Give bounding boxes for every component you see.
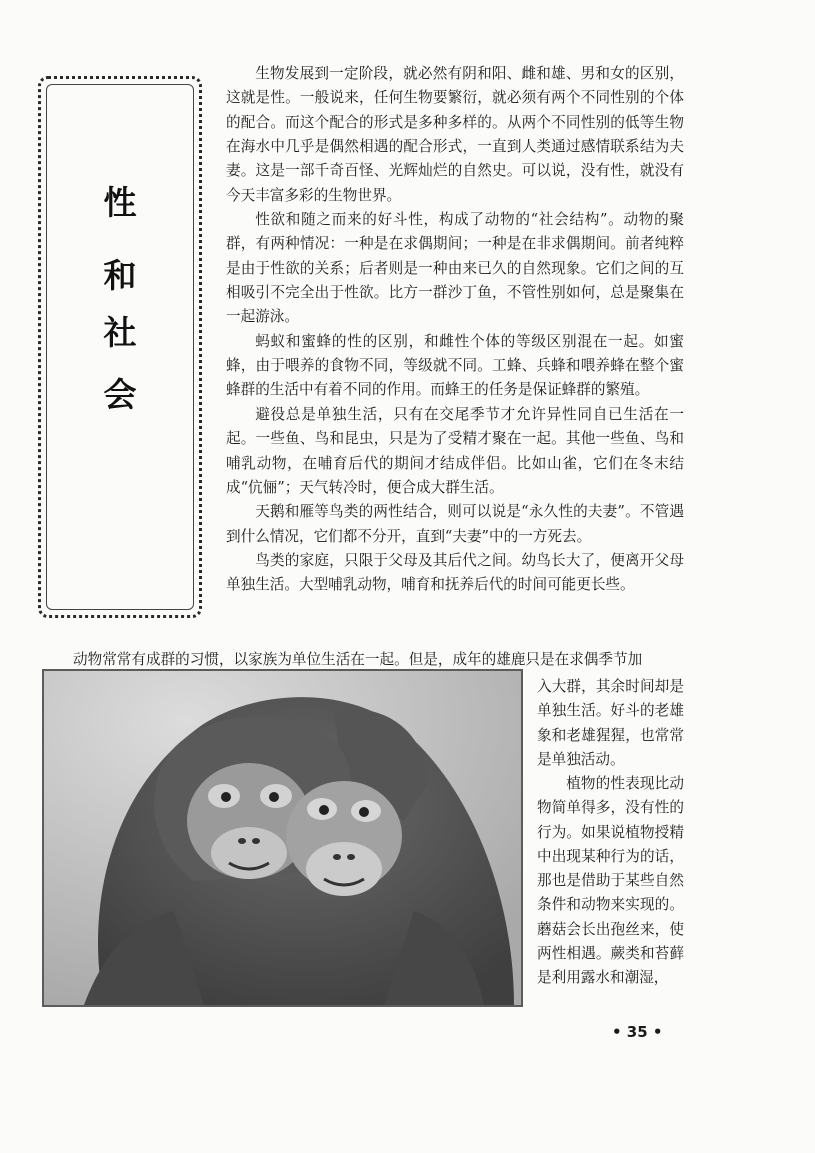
paragraph: 生物发展到一定阶段，就必然有阴和阳、雌和雄、男和女的区别，这就是性。一般说来，任何生物要繁衍，就必须有两个不同性别的个体的配合。而这个配合的形式是多种多样的。从两个不同性别的低等生物在海水中几乎是偶然相遇的配合形式，一直到人类通过感情联系结为夫妻。这是一部千奇百怪、光辉灿烂的自然史。可以说，没有性，就没有今天丰富多彩的生物世界。 — [226, 65, 684, 204]
paragraph: 入大群，其余时间却是单独生活。好斗的老雄象和老雄猩猩，也常常是单独活动。 — [537, 678, 684, 768]
paragraph: 避役总是单独生活，只有在交尾季节才允许异性同自已生活在一起。一些鱼、鸟和昆虫，只是为了受精才聚在一起。其他一些鱼、鸟和哺乳动物，在哺育后代的期间才结成伴侣。比如山雀，它们在冬末结成“伉俪”；天气转冷时，便合成大群生活。 — [226, 405, 684, 496]
title-char-1: 性 — [103, 183, 137, 222]
paragraph: 天鹅和雁等鸟类的两性结合，则可以说是“永久性的夫妻”。不管遇到什么情况，它们都不分开，直到“夫妻”中的一方死去。 — [226, 503, 684, 545]
full-width-text-line: 动物常常有成群的习惯，以家族为单位生活在一起。但是，成年的雄鹿只是在求偶季节加 — [73, 651, 643, 668]
orangutan-photo — [42, 669, 523, 1007]
paragraph: 蚂蚁和蜜蜂的性的区别，和雌性个体的等级区别混在一起。如蜜蜂，由于喂养的食物不同，等级就不同。工蜂、兵蜂和喂养蜂在整个蜜蜂群的生活中有着不同的作用。而蜂王的任务是保证蜂群的繁殖。 — [226, 332, 684, 399]
main-text-column — [226, 62, 684, 598]
title-char-2: 和 — [103, 256, 137, 295]
paragraph: 植物的性表现比动物简单得多，没有性的行为。如果说植物授精中出现某种行为的话，那也是借助于某些自然条件和动物来实现的。蘑菇会长出孢丝来，使两性相遇。蕨类和苔藓是利用露水和潮湿， — [537, 775, 684, 986]
orangutan-illustration — [44, 671, 521, 1005]
title-char-4: 会 — [103, 375, 137, 414]
title-frame — [38, 76, 202, 618]
page-number: • 35 • — [612, 1023, 663, 1041]
side-text-column — [537, 675, 684, 990]
paragraph: 性欲和随之而来的好斗性，构成了动物的“社会结构”。动物的聚群，有两种情况：一种是在求偶期间；一种是在非求偶期间。前者纯粹是由于性欲的关系；后者则是一种由来已久的自然现象。它们之间的互相吸引不完全出于性欲。比方一群沙丁鱼，不管性别如何，总是聚集在一起游泳。 — [226, 211, 684, 326]
paragraph: 鸟类的家庭，只限于父母及其后代之间。幼鸟长大了，便离开父母单独生活。大型哺乳动物，哺育和抚养后代的时间可能更长些。 — [226, 551, 684, 594]
title-char-3: 社 — [103, 313, 137, 352]
